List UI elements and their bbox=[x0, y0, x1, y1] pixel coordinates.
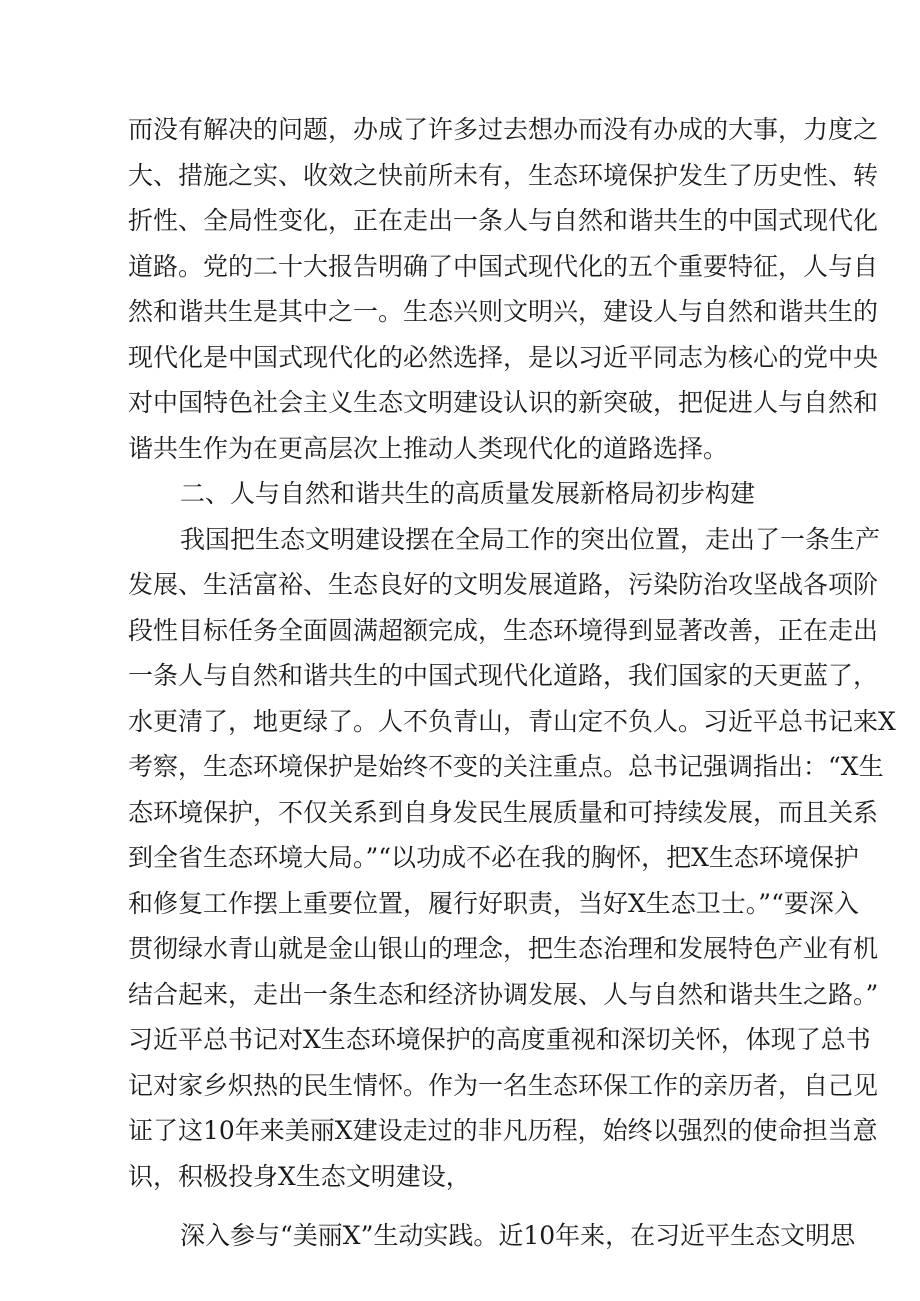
paragraph-2-line-10: 贯彻绿水青山就是金山银山的理念，把生态治理和发展特色产业有机 bbox=[128, 934, 879, 963]
paragraph-2-line-9: 和修复工作摆上重要位置，履行好职责，当好X生态卫士。”“要深入 bbox=[128, 889, 859, 918]
paragraph-1-line-5: 然和谐共生是其中之一。生态兴则文明兴，建设人与自然和谐共生的 bbox=[128, 297, 879, 326]
paragraph-2-line-15: 识，积极投身X生态文明建设， bbox=[128, 1162, 471, 1191]
paragraph-1-line-2: 大、措施之实、收效之快前所未有，生态环境保护发生了历史性、转 bbox=[128, 161, 879, 190]
paragraph-2-line-8: 到全省生态环境大局。”“以功成不必在我的胸怀，把X生态环境保护 bbox=[128, 843, 859, 872]
paragraph-2-line-13: 记对家乡炽热的民生情怀。作为一名生态环保工作的亲历者，自己见 bbox=[128, 1071, 879, 1100]
paragraph-2-line-3: 段性目标任务全面圆满超额完成，生态环境得到显著改善，正在走出 bbox=[128, 616, 879, 645]
paragraph-2-line-11: 结合起来，走出一条生态和经济协调发展、人与自然和谐共生之路。” bbox=[128, 980, 879, 1009]
paragraph-1-line-1: 而没有解决的问题，办成了许多过去想办而没有办成的大事，力度之 bbox=[128, 115, 879, 144]
paragraph-2-line-6: 考察，生态环境保护是始终不变的关注重点。总书记强调指出：“X生 bbox=[128, 752, 884, 781]
section-heading: 二、人与自然和谐共生的高质量发展新格局初步构建 bbox=[180, 479, 756, 508]
paragraph-2-line-2: 发展、生活富裕、生态良好的文明发展道路，污染防治攻坚战各项阶 bbox=[128, 570, 879, 599]
paragraph-1-line-6: 现代化是中国式现代化的必然选择，是以习近平同志为核心的党中央 bbox=[128, 343, 879, 372]
paragraph-1-line-7: 对中国特色社会主义生态文明建设认识的新突破，把促进人与自然和 bbox=[128, 388, 879, 417]
paragraph-1-line-8: 谐共生作为在更高层次上推动人类现代化的道路选择。 bbox=[128, 434, 729, 463]
paragraph-2-line-5: 水更清了，地更绿了。人不负青山，青山定不负人。习近平总书记来X bbox=[128, 707, 896, 736]
paragraph-3-line-1: 深入参与“美丽X”生动实践。近10年来，在习近平生态文明思 bbox=[180, 1221, 856, 1250]
paragraph-2-line-7: 态环境保护，不仅关系到自身发民生展质量和可持续发展，而且关系 bbox=[128, 798, 879, 827]
paragraph-2-line-4: 一条人与自然和谐共生的中国式现代化道路，我们国家的天更蓝了， bbox=[128, 661, 879, 690]
paragraph-2-line-1: 我国把生态文明建设摆在全局工作的突出位置，走出了一条生产 bbox=[180, 525, 881, 554]
paragraph-2-line-12: 习近平总书记对X生态环境保护的高度重视和深切关怀，体现了总书 bbox=[128, 1025, 871, 1054]
paragraph-1-line-4: 道路。党的二十大报告明确了中国式现代化的五个重要特征，人与自 bbox=[128, 252, 879, 281]
paragraph-1-line-3: 折性、全局性变化，正在走出一条人与自然和谐共生的中国式现代化 bbox=[128, 206, 879, 235]
paragraph-2-line-14: 证了这10年来美丽X建设走过的非凡历程，始终以强烈的使命担当意 bbox=[128, 1116, 878, 1145]
